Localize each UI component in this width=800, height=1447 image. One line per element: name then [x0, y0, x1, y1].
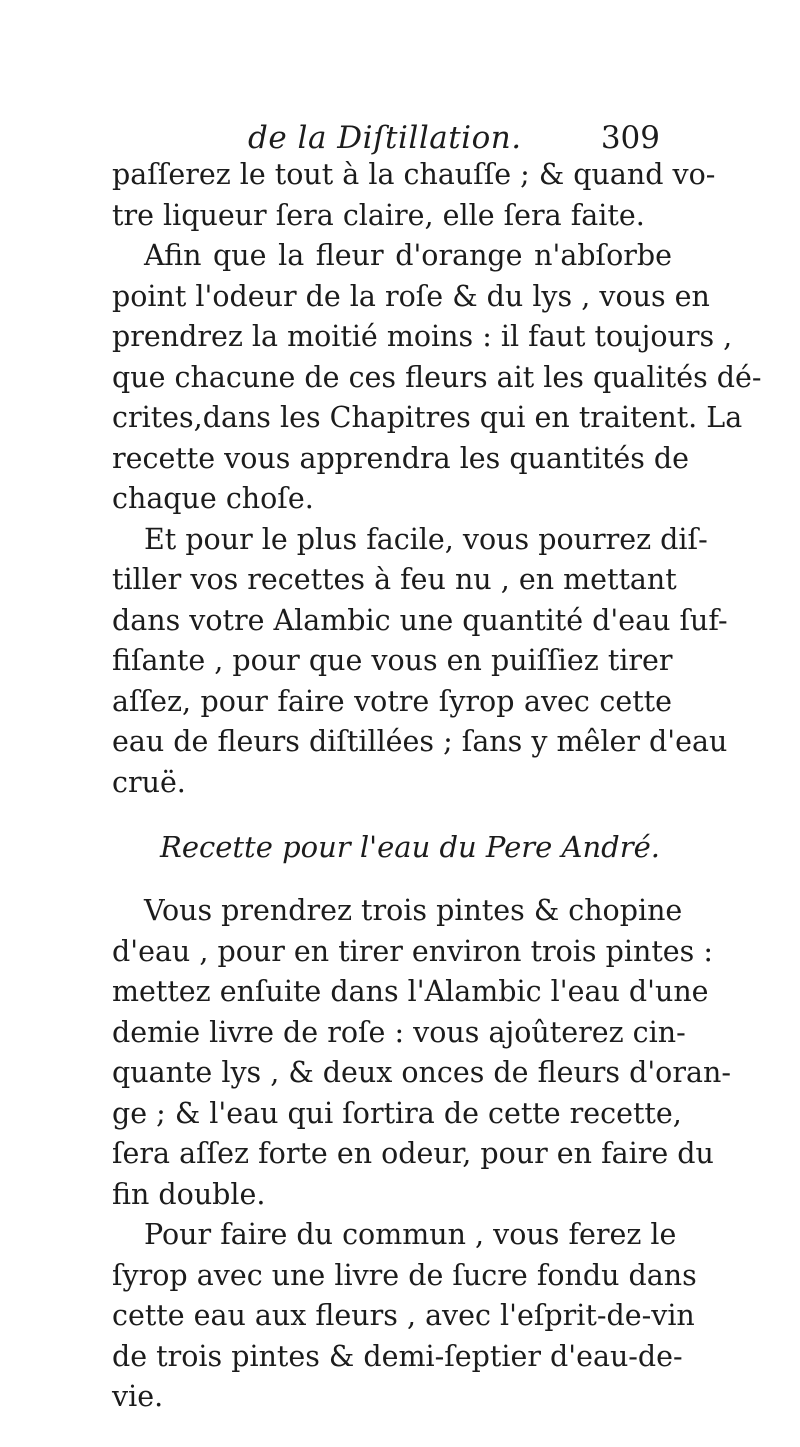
text-line: dans votre Alambic une quantité d'eau ſuf- [112, 603, 728, 637]
paragraph [112, 520, 728, 804]
text-line: cette eau aux fleurs , avec l'eſprit-de-vin [112, 1299, 695, 1332]
page-text [112, 155, 762, 1418]
text-line: ſyrop avec une livre de ſucre fondu dans [112, 1258, 697, 1292]
text-line: fiſante , pour que vous en puiſſiez tirer [112, 644, 673, 677]
text-line: quante lys , & deux onces de fleurs d'oran- [112, 1056, 731, 1089]
paragraph [112, 891, 731, 1215]
text-line: cruë. [112, 765, 186, 799]
text-line: eau de fleurs diſtillées ; ſans y mêler d'eau [112, 725, 728, 758]
running-title: de la Diſtillation. [248, 120, 522, 156]
text-line: tiller vos recettes à feu nu , en mettant [112, 563, 677, 596]
text-line: demie livre de roſe : vous ajoûterez cin- [112, 1015, 686, 1049]
text-line: ge ; & l'eau qui ſortira de cette recette, [112, 1096, 682, 1130]
text-line: point l'odeur de la roſe & du lys , vous en [112, 279, 710, 313]
text-line: paſſerez le tout à la chauſſe ; & quand vo- [112, 158, 716, 191]
text-line: tre liqueur ſera claire, elle ſera faite. [112, 198, 645, 232]
text-line: vie. [112, 1380, 164, 1413]
text-line: d'eau , pour en tirer environ trois pintes : [112, 934, 713, 968]
paragraph [112, 155, 716, 236]
text-line: chaque choſe. [112, 482, 314, 515]
paragraph [112, 236, 762, 520]
paragraph [112, 1215, 697, 1418]
text-line: Et pour le plus facile, vous pourrez diſ- [144, 522, 708, 556]
text-line: que chacune de ces fleurs ait les qualités dé- [112, 360, 762, 394]
text-line: ſera aſſez forte en odeur, pour en faire du [112, 1137, 714, 1170]
text-line: prendrez la moitié moins : il faut toujours , [112, 320, 733, 353]
recipe-heading: Recette pour l'eau du Pere André. [160, 830, 660, 864]
text-line: Vous prendrez trois pintes & chopine [144, 894, 683, 927]
text-line: fin double. [112, 1177, 266, 1211]
text-line: recette vous apprendra les quantités de [112, 441, 689, 475]
text-line: crites,dans les Chapitres qui en traitent. La [112, 401, 743, 434]
text-line: Afin que la fleur d'orange n'abſorbe [144, 239, 672, 272]
text-line: aſſez, pour faire votre ſyrop avec cette [112, 684, 672, 718]
text-line: Pour faire du commun , vous ferez le [144, 1218, 677, 1251]
page-number: 309 [600, 120, 660, 156]
text-line: mettez enſuite dans l'Alambic l'eau d'une [112, 975, 709, 1008]
text-line: de trois pintes & demi-ſeptier d'eau-de- [112, 1339, 683, 1373]
